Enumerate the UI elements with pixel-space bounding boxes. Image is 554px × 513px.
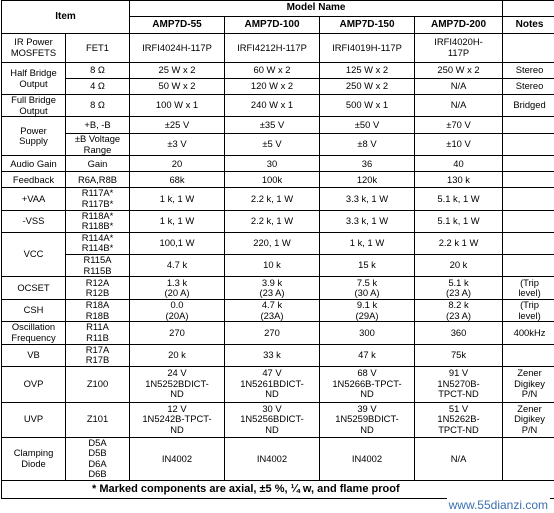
row-group-label: UVP [2, 402, 66, 437]
row-value: 0.0 (20A) [130, 300, 225, 322]
row-value: 270 [130, 322, 225, 344]
row-value: 270 [225, 322, 320, 344]
row-value: 4.7 k (23A) [225, 300, 320, 322]
row-value: 2.2 k 1 W [415, 232, 503, 254]
table-row [2, 322, 554, 344]
row-value: 47 k [320, 344, 415, 366]
row-group-label: Clamping Diode [2, 437, 66, 480]
row-value: 2.2 k, 1 W [225, 188, 320, 210]
row-value: 20 k [415, 254, 503, 276]
row-value: 130 k [415, 172, 503, 188]
table-row [2, 277, 554, 300]
row-parameter: 4 Ω [66, 79, 130, 95]
row-value: 500 W x 1 [320, 95, 415, 117]
table-row [2, 134, 554, 156]
table-row [2, 79, 554, 95]
row-value: ±35 V [225, 117, 320, 134]
row-value: N/A [415, 95, 503, 117]
row-note [503, 172, 554, 188]
row-value: 1 k, 1 W [130, 188, 225, 210]
row-value: 10 k [225, 254, 320, 276]
table-row [2, 117, 554, 134]
row-value: N/A [415, 437, 503, 480]
row-value: 91 V 1N5270B- TPCT-ND [415, 366, 503, 402]
row-value: 125 W x 2 [320, 63, 415, 79]
row-value: ±5 V [225, 134, 320, 156]
header-item: Item [2, 1, 130, 34]
row-parameter: ±B Voltage Range [66, 134, 130, 156]
row-note [503, 210, 554, 232]
row-value: 47 V 1N5261BDICT- ND [225, 366, 320, 402]
header-model: AMP7D-100 [225, 17, 320, 34]
row-value: 3.3 k, 1 W [320, 210, 415, 232]
row-note: 400kHz [503, 322, 554, 344]
row-value: 1 k, 1 W [130, 210, 225, 232]
row-value: 220, 1 W [225, 232, 320, 254]
row-parameter: 8 Ω [66, 63, 130, 79]
row-group-label: OVP [2, 366, 66, 402]
header-model-name: Model Name [130, 1, 503, 17]
table-row [2, 232, 554, 254]
row-note: Bridged [503, 95, 554, 117]
row-value: ±50 V [320, 117, 415, 134]
row-value: 120k [320, 172, 415, 188]
row-value: 300 [320, 322, 415, 344]
table-row [2, 34, 554, 63]
row-value: N/A [415, 79, 503, 95]
row-value: 360 [415, 322, 503, 344]
table-row [2, 95, 554, 117]
row-value: 20 k [130, 344, 225, 366]
row-note: (Trip level) [503, 277, 554, 300]
spec-table [1, 0, 554, 499]
table-row [2, 300, 554, 322]
row-value: 24 V 1N5252BDICT- ND [130, 366, 225, 402]
footnote: * Marked components are axial, ±5 %, ¼ w, and flame proof [2, 481, 554, 499]
row-value: IN4002 [130, 437, 225, 480]
row-parameter: R18A R18B [66, 300, 130, 322]
row-value: 100,1 W [130, 232, 225, 254]
row-value: 100 W x 1 [130, 95, 225, 117]
row-group-label: VCC [2, 232, 66, 276]
row-value: ±3 V [130, 134, 225, 156]
table-row [2, 188, 554, 210]
row-value: 240 W x 1 [225, 95, 320, 117]
table-row [2, 402, 554, 437]
row-parameter: Z100 [66, 366, 130, 402]
row-note [503, 344, 554, 366]
row-parameter: R6A,R8B [66, 172, 130, 188]
table-row [2, 437, 554, 480]
row-value: 3.3 k, 1 W [320, 188, 415, 210]
row-value: 5.1 k (23 A) [415, 277, 503, 300]
table-row [2, 254, 554, 276]
row-parameter: R115A R115B [66, 254, 130, 276]
row-value: ±70 V [415, 117, 503, 134]
row-note [503, 188, 554, 210]
table-row [2, 210, 554, 232]
header-model: AMP7D-200 [415, 17, 503, 34]
row-note [503, 134, 554, 156]
row-parameter: Z101 [66, 402, 130, 437]
row-value: ±8 V [320, 134, 415, 156]
row-value: 5.1 k, 1 W [415, 210, 503, 232]
row-note: Zener Digikey P/N [503, 366, 554, 402]
row-value: ±10 V [415, 134, 503, 156]
header-notes: Notes [503, 17, 554, 34]
row-group-label: Full Bridge Output [2, 95, 66, 117]
table-row [2, 366, 554, 402]
row-value: 36 [320, 156, 415, 172]
row-parameter: Gain [66, 156, 130, 172]
row-value: 2.2 k, 1 W [225, 210, 320, 232]
row-value: IN4002 [320, 437, 415, 480]
row-value: 250 W x 2 [320, 79, 415, 95]
row-parameter: R17A R17B [66, 344, 130, 366]
row-value: 39 V 1N5259BDICT- ND [320, 402, 415, 437]
row-group-label: -VSS [2, 210, 66, 232]
row-group-label: IR Power MOSFETS [2, 34, 66, 63]
row-value: IRFI4212H-117P [225, 34, 320, 63]
row-value: 100k [225, 172, 320, 188]
row-group-label: CSH [2, 300, 66, 322]
footnote-row [2, 481, 554, 499]
row-value: 68 V 1N5266B-TPCT- ND [320, 366, 415, 402]
row-value: 30 V 1N5256BDICT- ND [225, 402, 320, 437]
row-note [503, 156, 554, 172]
row-parameter: FET1 [66, 34, 130, 63]
row-group-label: OCSET [2, 277, 66, 300]
row-group-label: Feedback [2, 172, 66, 188]
row-value: IN4002 [225, 437, 320, 480]
row-value: 250 W x 2 [415, 63, 503, 79]
row-parameter: R11A R11B [66, 322, 130, 344]
row-note: Stereo [503, 79, 554, 95]
header-row [2, 1, 554, 17]
row-value: 25 W x 2 [130, 63, 225, 79]
row-note [503, 232, 554, 254]
table-row [2, 156, 554, 172]
row-parameter: 8 Ω [66, 95, 130, 117]
row-note [503, 254, 554, 276]
header-model: AMP7D-150 [320, 17, 415, 34]
row-group-label: Oscillation Frequency [2, 322, 66, 344]
row-parameter: +B, -B [66, 117, 130, 134]
row-value: 40 [415, 156, 503, 172]
row-value: 1.3 k (20 A) [130, 277, 225, 300]
row-parameter: R117A* R117B* [66, 188, 130, 210]
row-value: 1 k, 1 W [320, 232, 415, 254]
header-blank [503, 1, 554, 17]
row-value: 4.7 k [130, 254, 225, 276]
row-value: ±25 V [130, 117, 225, 134]
row-value: 12 V 1N5242B-TPCT- ND [130, 402, 225, 437]
row-value: IRFI4019H-117P [320, 34, 415, 63]
row-value: 7.5 k (30 A) [320, 277, 415, 300]
row-group-label: Power Supply [2, 117, 66, 156]
row-value: 68k [130, 172, 225, 188]
row-value: 33 k [225, 344, 320, 366]
row-note [503, 117, 554, 134]
watermark-url: www.55dianzi.com [448, 498, 548, 512]
row-value: 120 W x 2 [225, 79, 320, 95]
row-note: Zener Digikey P/N [503, 402, 554, 437]
row-value: 60 W x 2 [225, 63, 320, 79]
row-group-label: Half Bridge Output [2, 63, 66, 95]
row-group-label: +VAA [2, 188, 66, 210]
row-value: 9.1 k (29A) [320, 300, 415, 322]
row-note: (Trip level) [503, 300, 554, 322]
row-note: Stereo [503, 63, 554, 79]
row-value: IRFI4024H-117P [130, 34, 225, 63]
row-group-label: Audio Gain [2, 156, 66, 172]
row-parameter: D5A D5B D6A D6B [66, 437, 130, 480]
row-parameter: R12A R12B [66, 277, 130, 300]
row-value: 51 V 1N5262B- TPCT-ND [415, 402, 503, 437]
row-value: 50 W x 2 [130, 79, 225, 95]
row-value: 3.9 k (23 A) [225, 277, 320, 300]
row-note [503, 437, 554, 480]
row-value: 30 [225, 156, 320, 172]
row-parameter: R118A* R118B* [66, 210, 130, 232]
row-value: IRFI4020H- 117P [415, 34, 503, 63]
row-value: 5.1 k, 1 W [415, 188, 503, 210]
row-parameter: R114A* R114B* [66, 232, 130, 254]
table-row [2, 344, 554, 366]
row-value: 8.2 k (23 A) [415, 300, 503, 322]
table-row [2, 63, 554, 79]
row-group-label: VB [2, 344, 66, 366]
table-row [2, 172, 554, 188]
header-model: AMP7D-55 [130, 17, 225, 34]
row-value: 20 [130, 156, 225, 172]
row-value: 75k [415, 344, 503, 366]
row-value: 15 k [320, 254, 415, 276]
row-note [503, 34, 554, 63]
